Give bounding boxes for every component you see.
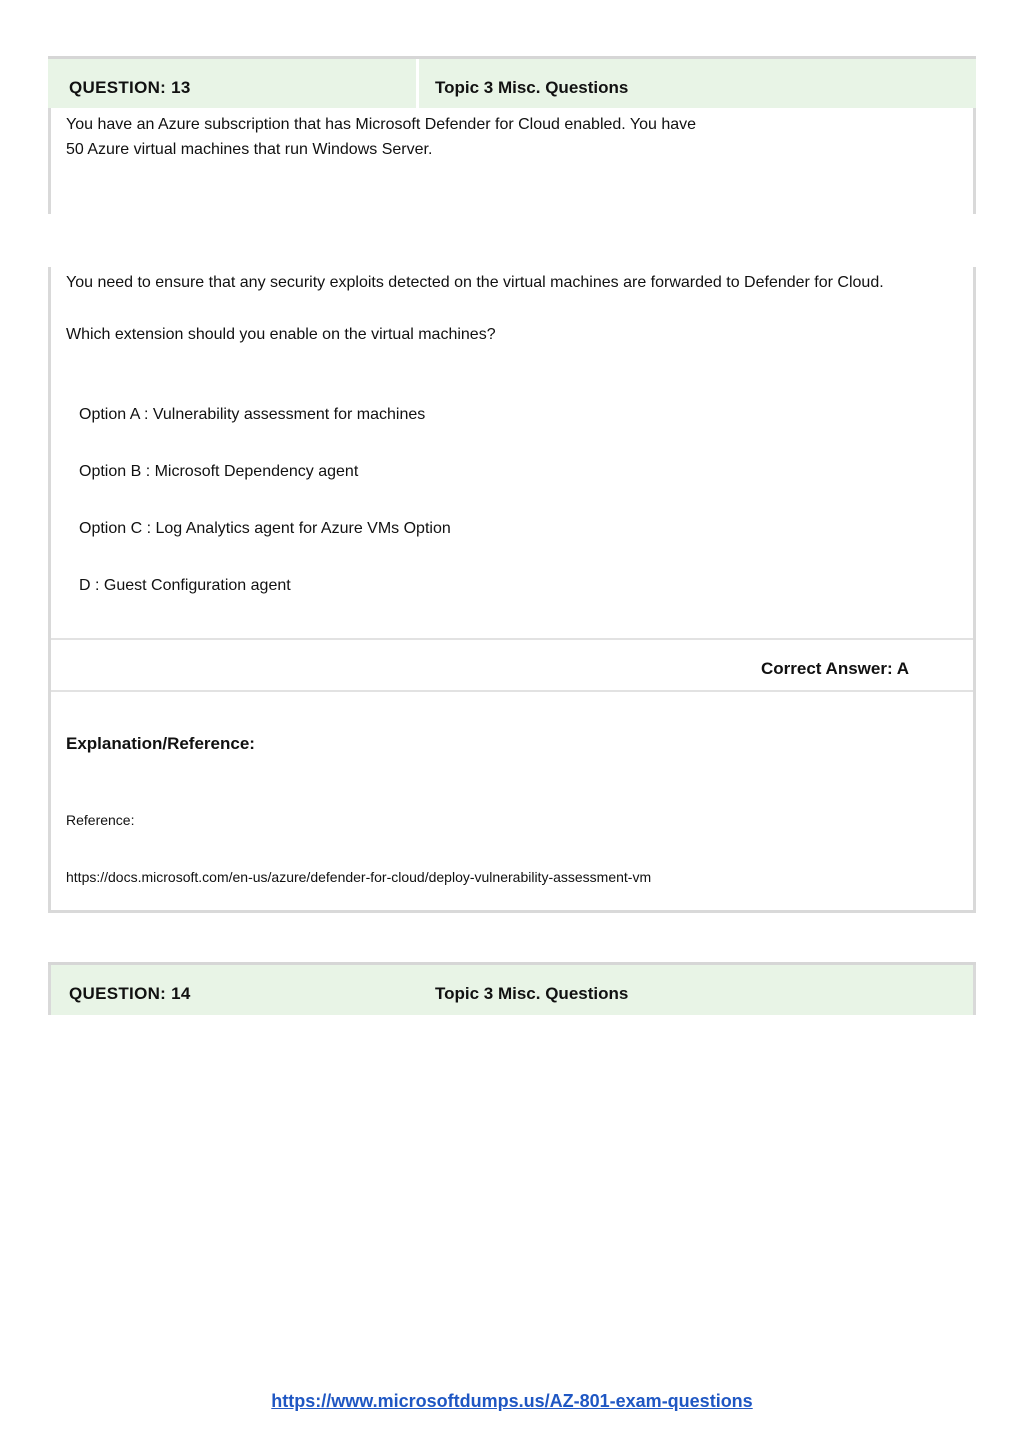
reference-url[interactable]: https://docs.microsoft.com/en-us/azure/defender-for-cloud/deploy-vulnerability-assessment-vm <box>66 869 652 885</box>
question-header-bar <box>48 56 976 108</box>
header-divider <box>416 59 419 108</box>
question-header-bar <box>48 962 976 1015</box>
question-requirement: You need to ensure that any security exploits detected on the virtual machines are forwarded to Defender for Cloud. <box>66 274 884 291</box>
right-border <box>973 267 976 913</box>
question-prompt: Which extension should you enable on the virtual machines? <box>66 326 496 343</box>
reference-label: Reference: <box>66 812 135 828</box>
question-topic: Topic 3 Misc. Questions <box>435 984 629 1003</box>
question-14-header-card <box>48 962 976 1015</box>
answer-bottom-divider <box>51 690 973 692</box>
correct-answer: Correct Answer: A <box>761 659 909 678</box>
answer-option-d: D : Guest Configuration agent <box>79 577 291 594</box>
footer-exam-link[interactable]: https://www.microsoftdumps.us/AZ-801-exam-questions <box>271 1391 753 1411</box>
question-intro-line-2: 50 Azure virtual machines that run Windows Server. <box>66 141 433 158</box>
explanation-heading: Explanation/Reference: <box>66 734 255 753</box>
question-number: QUESTION: 14 <box>69 984 191 1003</box>
question-13-header-card <box>48 56 976 214</box>
question-13-body-card <box>48 267 976 913</box>
question-intro-line-1: You have an Azure subscription that has Microsoft Defender for Cloud enabled. You have <box>66 116 697 133</box>
right-border <box>973 965 976 1015</box>
left-border <box>48 965 51 1015</box>
left-border <box>48 108 51 214</box>
question-topic: Topic 3 Misc. Questions <box>435 78 629 97</box>
question-number: QUESTION: 13 <box>69 78 191 97</box>
answer-option-c: Option C : Log Analytics agent for Azure VMs Option <box>79 520 451 537</box>
answer-option-a: Option A : Vulnerability assessment for machines <box>79 406 426 423</box>
right-border <box>973 108 976 214</box>
left-border <box>48 267 51 913</box>
card-bottom-border <box>48 910 976 913</box>
answer-option-b: Option B : Microsoft Dependency agent <box>79 463 359 480</box>
answer-top-divider <box>51 638 973 640</box>
